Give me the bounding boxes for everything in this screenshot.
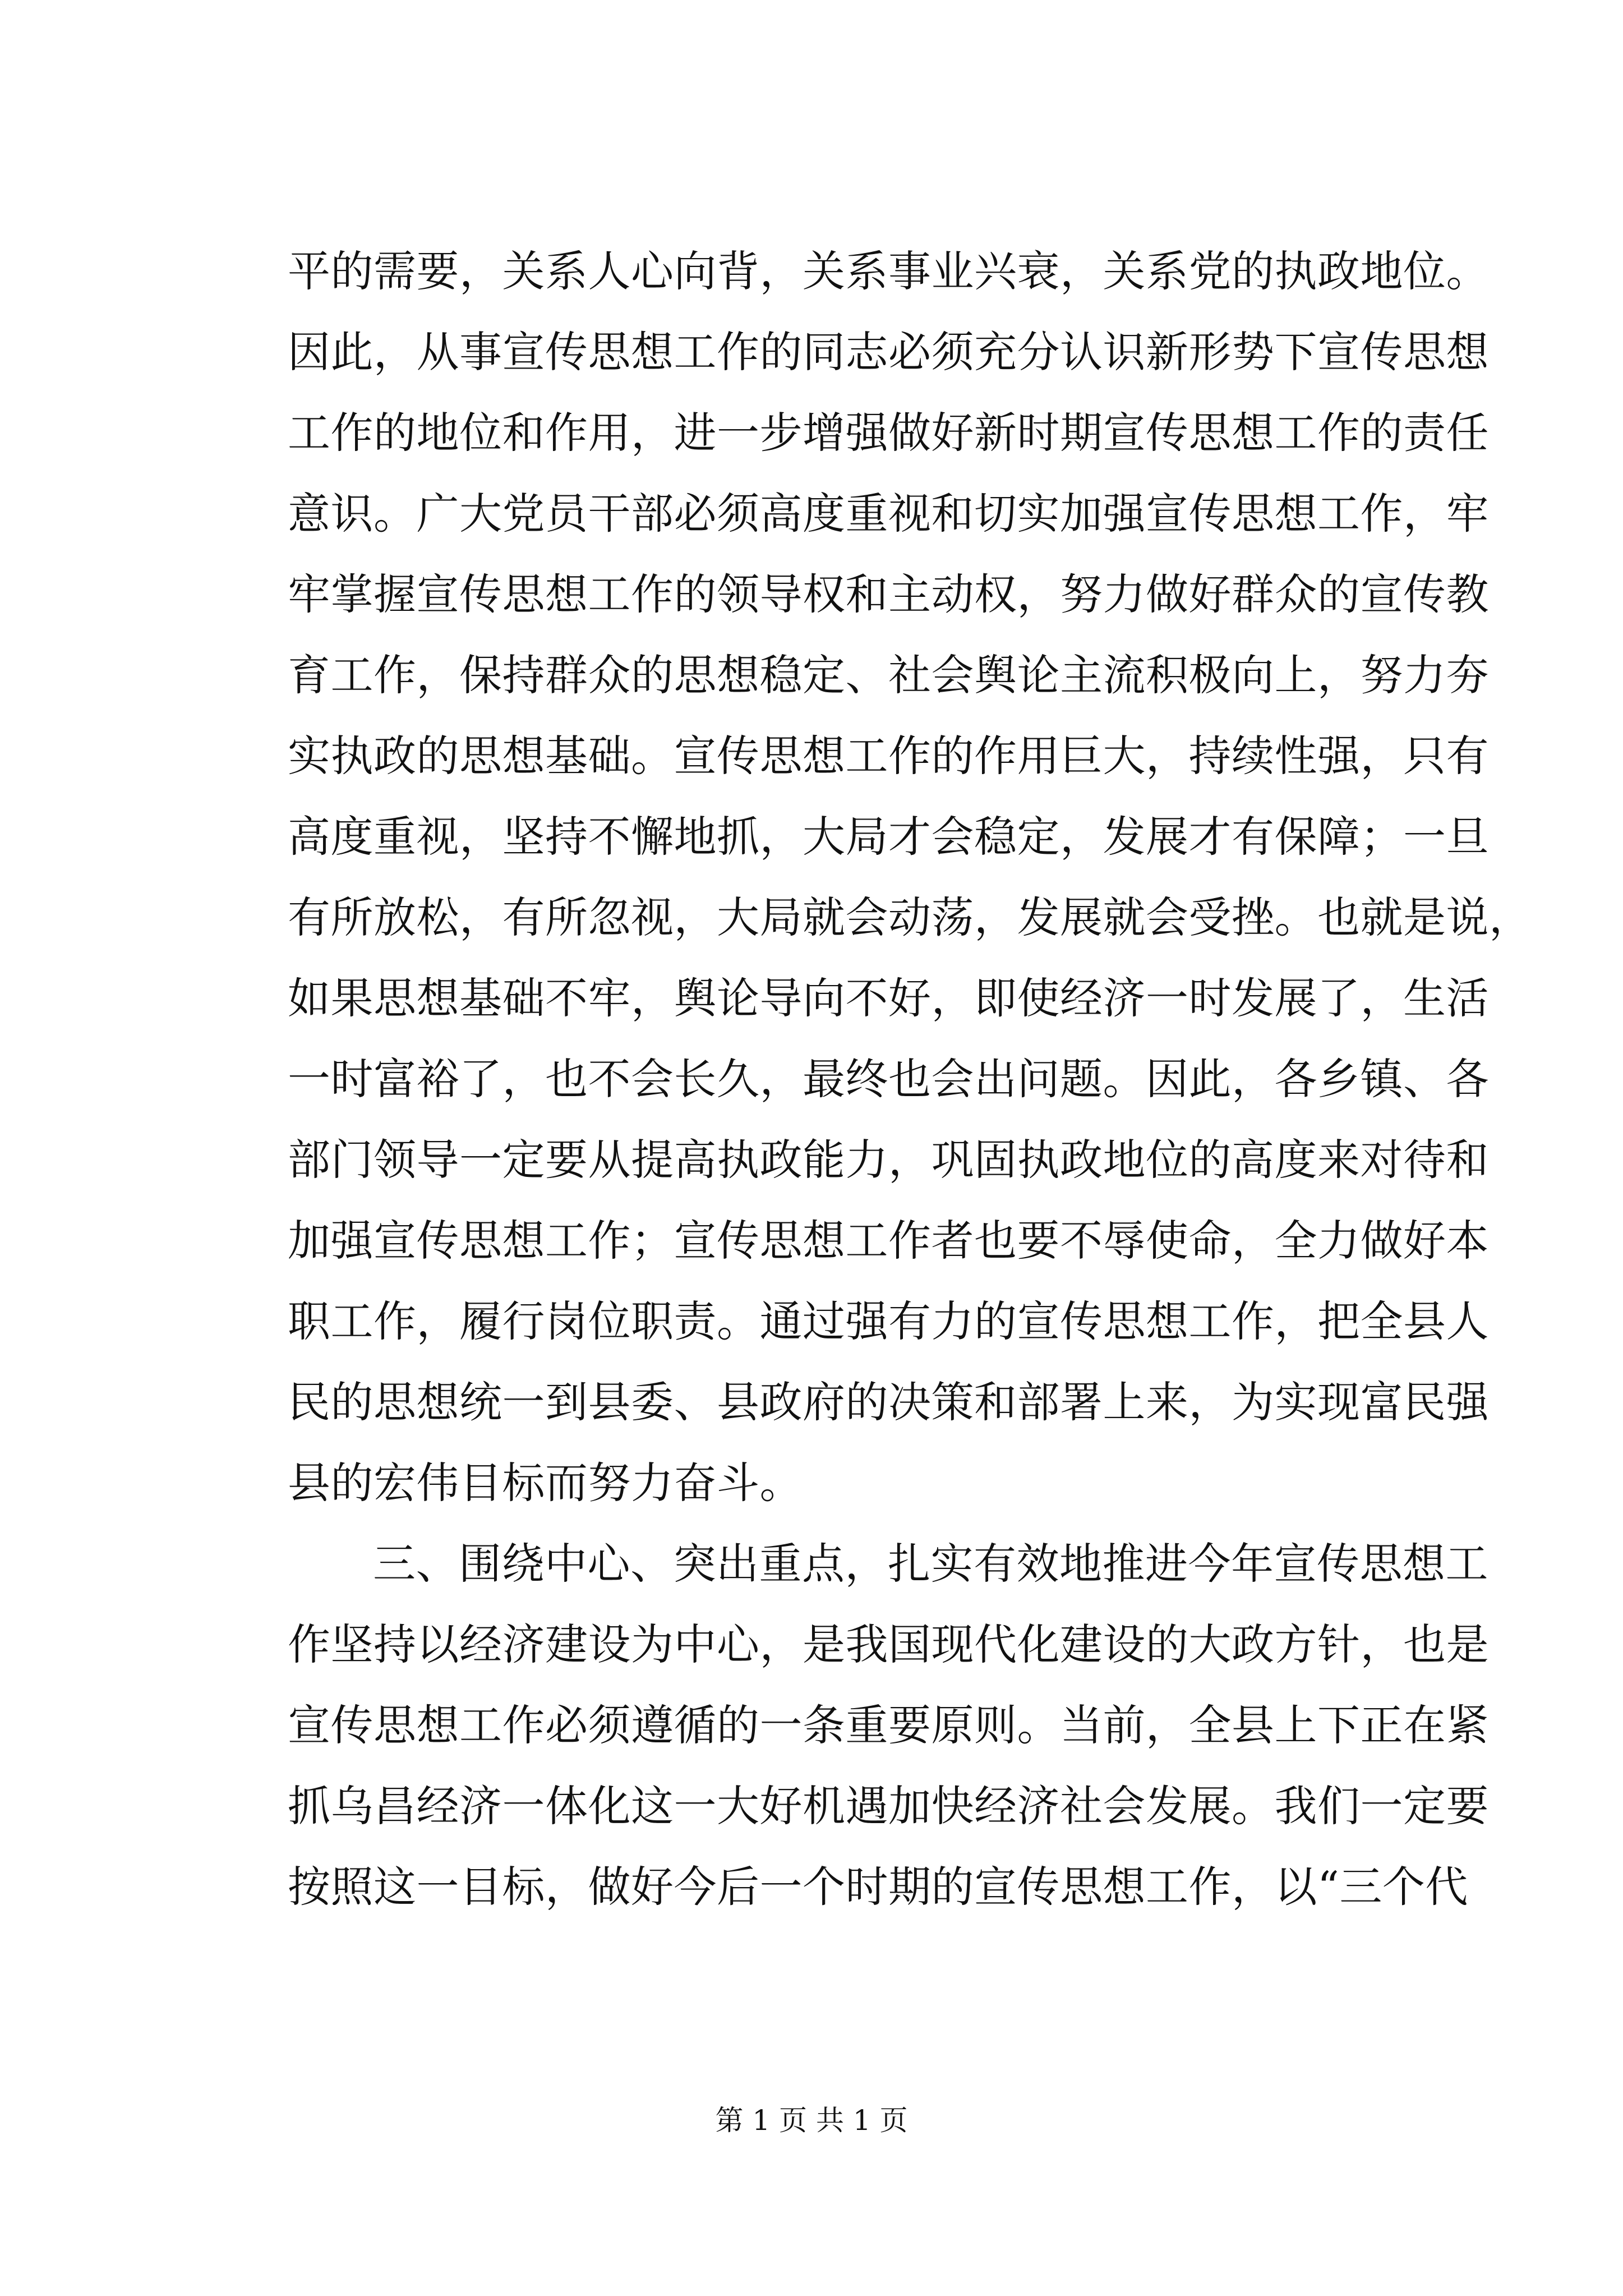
text-line: 县的宏伟目标而努力奋斗。 [288,1458,803,1508]
text-line: 如果思想基础不牢，舆论导向不好，即使经济一时发展了，生活 [288,973,1489,1023]
text-line: 因此，从事宣传思想工作的同志必须充分认识新形势下宣传思想 [288,327,1489,377]
text-line: 意识。广大党员干部必须高度重视和切实加强宣传思想工作，牢 [288,489,1489,539]
text-line: 部门领导一定要从提高执政能力，巩固执政地位的高度来对待和 [288,1135,1489,1185]
text-line: 按照这一目标，做好今后一个时期的宣传思想工作，以“三个代 [288,1862,1468,1912]
text-line: 抓乌昌经济一体化这一大好机遇加快经济社会发展。我们一定要 [288,1781,1489,1831]
text-line: 平的需要，关系人心向背，关系事业兴衰，关系党的执政地位。 [288,246,1489,296]
text-line: 工作的地位和作用，进一步增强做好新时期宣传思想工作的责任 [288,408,1489,458]
body-text [288,231,1532,1927]
text-line: 宣传思想工作必须遵循的一条重要原则。当前，全县上下正在紧 [288,1700,1489,1750]
text-line: 牢掌握宣传思想工作的领导权和主动权，努力做好群众的宣传教 [288,569,1489,619]
section-heading: 三、围绕中心、突出重点，扎实有效地推进今年宣传思想工 [373,1539,1488,1589]
text-line: 职工作，履行岗位职责。通过强有力的宣传思想工作，把全县人 [288,1296,1489,1346]
text-line: 育工作，保持群众的思想稳定、社会舆论主流积极向上，努力夯 [288,650,1489,700]
text-line: 一时富裕了，也不会长久，最终也会出问题。因此，各乡镇、各 [288,1054,1489,1104]
text-line: 作坚持以经济建设为中心，是我国现代化建设的大政方针，也是 [288,1619,1489,1669]
text-line: 民的思想统一到县委、县政府的决策和部署上来，为实现富民强 [288,1377,1489,1427]
text-line: 实执政的思想基础。宣传思想工作的作用巨大，持续性强，只有 [288,731,1489,781]
page-footer: 第 1 页 共 1 页 [715,2104,908,2137]
text-line: 加强宣传思想工作；宣传思想工作者也要不辱使命，全力做好本 [288,1216,1489,1266]
text-line: 有所放松，有所忽视，大局就会动荡，发展就会受挫。也就是说， [288,892,1532,942]
text-line: 高度重视，坚持不懈地抓，大局才会稳定，发展才有保障；一旦 [288,812,1489,862]
